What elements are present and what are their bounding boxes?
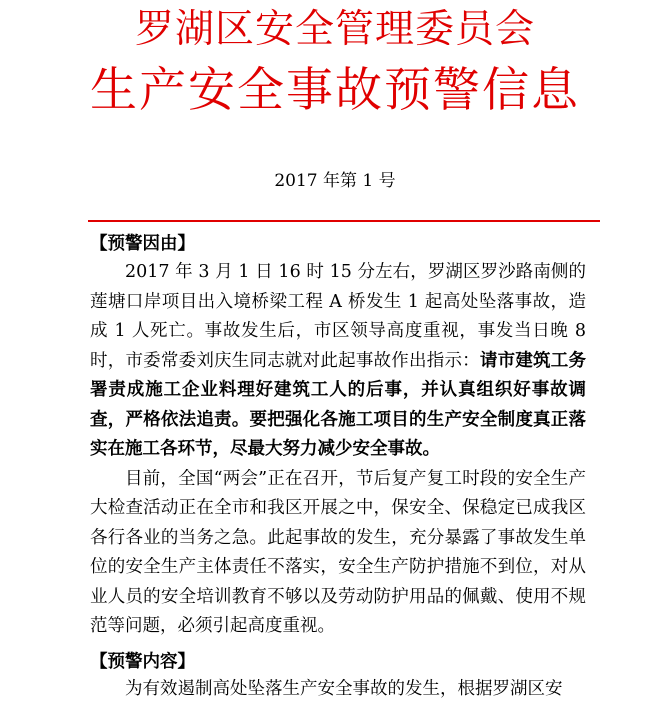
reason-body (90, 258, 586, 642)
reason-paragraph-1-text: 2017 年 3 月 1 日 16 时 15 分左右，罗湖区罗沙路南侧的莲塘口岸项目出入境桥梁工程 A 桥发生 1 起高处坠落事故，造成 1 人死亡。事故发生后，市区领导高度重视，事发当日晚 8 时，市委常委刘庆生同志就对此起事故作出指示： (90, 262, 586, 371)
reason-paragraph-2: 目前，全国“两会”正在召开，节后复产复工时段的安全生产大检查活动正在全市和我区开展之中，保安全、保稳定已成我区各行各业的当务之急。此起事故的发生，充分暴露了事故发生单位的安全生产主体责任不落实，安全生产防护措施不到位，对从业人员的安全培训教育不够以及劳动防护用品的佩戴、使用不规范等问题，必须引起高度重视。 (90, 468, 586, 636)
content-body (90, 675, 586, 705)
document-title: 生产安全事故预警信息 (90, 63, 580, 118)
section-heading-content: 【预警内容】 (90, 652, 195, 672)
red-divider-line (88, 220, 600, 222)
leader-instruction-text: 请市建筑工务署责成施工企业料理好建筑工人的后事，并认真组织好事故调查，严格依法追责。要把强化各施工项目的生产安全制度真正落实在施工各环节，尽最大努力减少安全事故。 (90, 350, 587, 459)
issuing-organization: 罗湖区安全管理委员会 (134, 7, 535, 52)
reason-paragraph-1 (90, 258, 586, 465)
section-heading-reason: 【预警因由】 (90, 234, 195, 254)
content-paragraph-1: 为有效遏制高处坠落生产安全事故的发生，根据罗湖区安 (125, 679, 563, 699)
issue-number: 2017 年第 1 号 (274, 171, 396, 191)
